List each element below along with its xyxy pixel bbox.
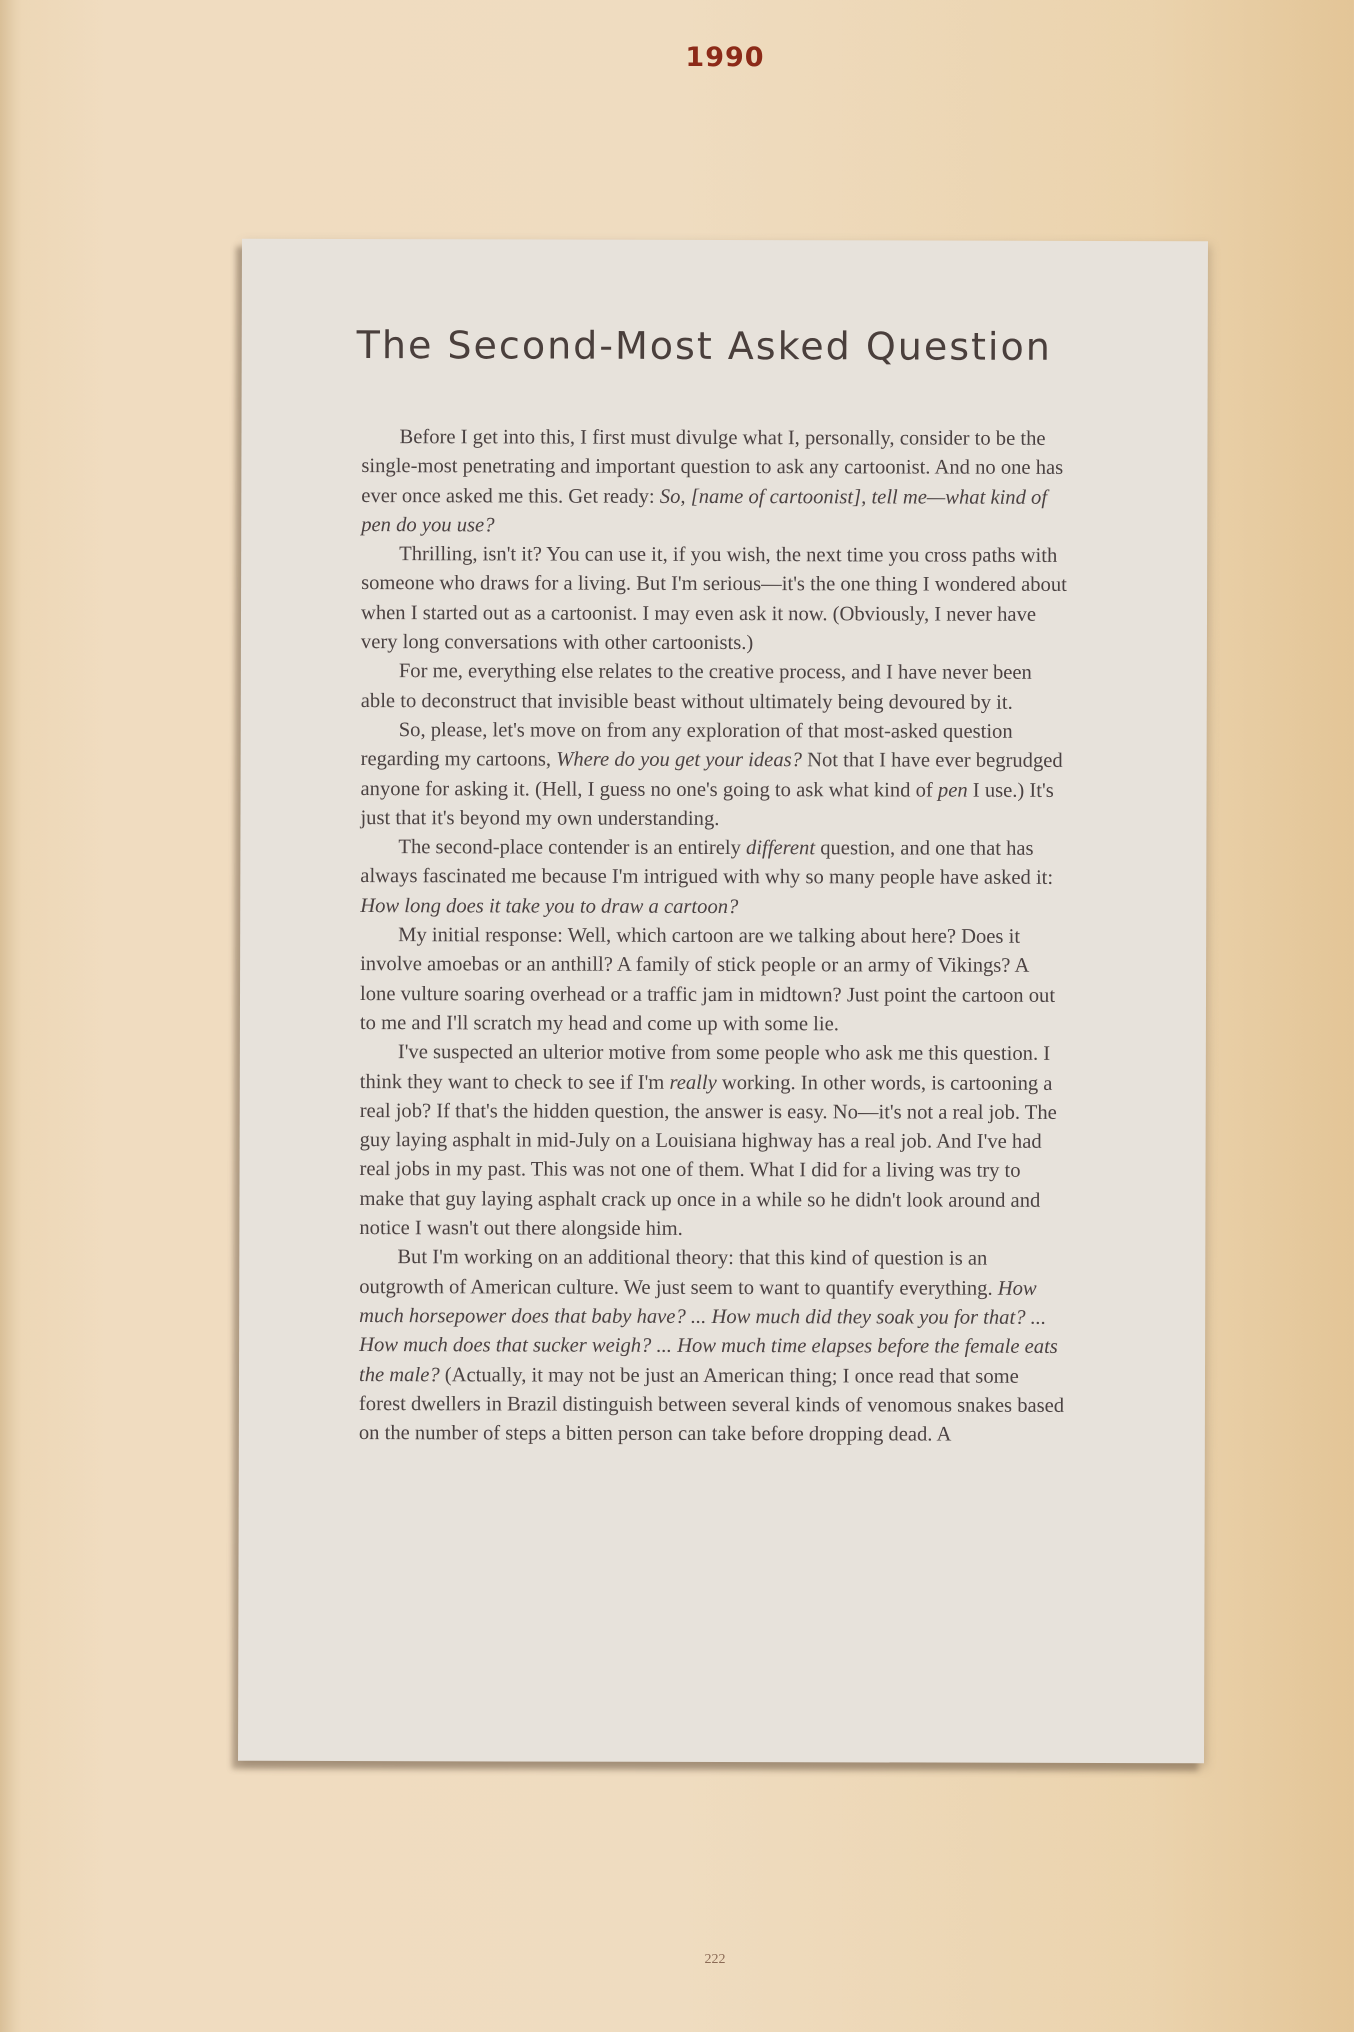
body-text-run: So, please, let's move on from any exploration of that most-asked question regarding my cartoons,: [360, 719, 1013, 771]
body-text-run: My initial response: Well, which cartoon are we talking about here? Does it involve amoebas or an anthill? A family of stick people or an army of Vikings? A lone vulture soaring overhead or a traffic jam in midtown? Just point the cartoon out to me and I'll scratch my head and come up with some lie.: [359, 924, 1056, 1036]
page-number: 222: [704, 1952, 726, 1967]
body-text-run: I use.) It's just that it's beyond my own understanding.: [360, 779, 1054, 830]
italic-text: different: [746, 837, 816, 860]
italic-text: How much horsepower does that baby have? ... How much did they soak you for that? ... How much does that sucker weigh? ... How much time elapses before the female eats the male?: [358, 1277, 1058, 1386]
essay-paragraph: [359, 1038, 1066, 1245]
body-text-run: (Actually, it may not be just an American thing; I once read that some forest dwellers in Brazil distinguish between several kinds of venomous snakes based on the number of steps a bitten person can take before dropping dead. A: [358, 1363, 1065, 1446]
italic-text: really: [669, 1071, 717, 1094]
essay-paragraph: [361, 657, 1067, 717]
body-text-run: The second-place contender is an entirely: [398, 836, 747, 860]
pasted-sheet: [238, 239, 1208, 1764]
body-text-run: For me, everything else relates to the creative process, and I have never been able to deconstruct that invisible beast without ultimately being devoured by it.: [360, 660, 1032, 714]
body-text-run: Thrilling, isn't it? You can use it, if you wish, the next time you cross paths with someone who draws for a living. But I'm serious—it's the one thing I wondered about when I started out as a cartoonist. I may even ask it now. (Obviously, I never have very long conversations with other cartoonists.): [360, 543, 1067, 655]
body-text-run: I've suspected an ulterior motive from some people who ask me this question. I think they want to check to see if I'm: [359, 1041, 1051, 1094]
body-text-run: question, and one that has always fascinated me because I'm intrigued with why so many people have asked it:: [360, 837, 1054, 890]
essay-paragraph: [361, 423, 1067, 542]
essay-paragraph: [360, 833, 1066, 923]
essay-paragraph: [360, 716, 1066, 835]
italic-text: Where do you get your ideas?: [556, 748, 802, 772]
essay-paragraph: [360, 921, 1066, 1040]
body-text-run: working. In other words, is cartooning a real job? If that's the hidden question, the answer is easy. No—it's not a real job. The guy laying asphalt in mid-July on a Louisiana highway has a real job. And I've had real jobs in my past. This was not one of them. What I did for a living was try to make that guy laying asphalt crack up once in a while so he didn't look around and notice I wasn't out there alongside him.: [359, 1071, 1057, 1240]
body-text-run: Before I get into this, I first must divulge what I, personally, consider to be the single-most penetrating and important question to ask any cartoonist. And no one has ever once asked me this. Get ready:: [361, 426, 1064, 508]
body-text-run: But I'm working on an additional theory: that this kind of question is an outgrowth of American culture. We just seem to want to quantify everything.: [359, 1246, 998, 1300]
body-text-run: Not that I have ever begrudged anyone for asking it. (Hell, I guess no one's going to ask what kind of: [360, 749, 1063, 802]
italic-text: pen: [937, 779, 968, 802]
essay-paragraph: [361, 540, 1067, 659]
italic-text: So, [name of cartoonist], tell me—what kind of pen do you use?: [361, 485, 1048, 537]
page-spine-shadow: [0, 0, 22, 2032]
italic-text: How long does it take you to draw a cartoon?: [360, 894, 739, 918]
essay-title: The Second-Most Asked Question: [356, 323, 1052, 369]
essay-paragraph: [359, 1243, 1066, 1450]
chapter-year: 1990: [685, 42, 765, 73]
essay-body: [359, 423, 1068, 1450]
